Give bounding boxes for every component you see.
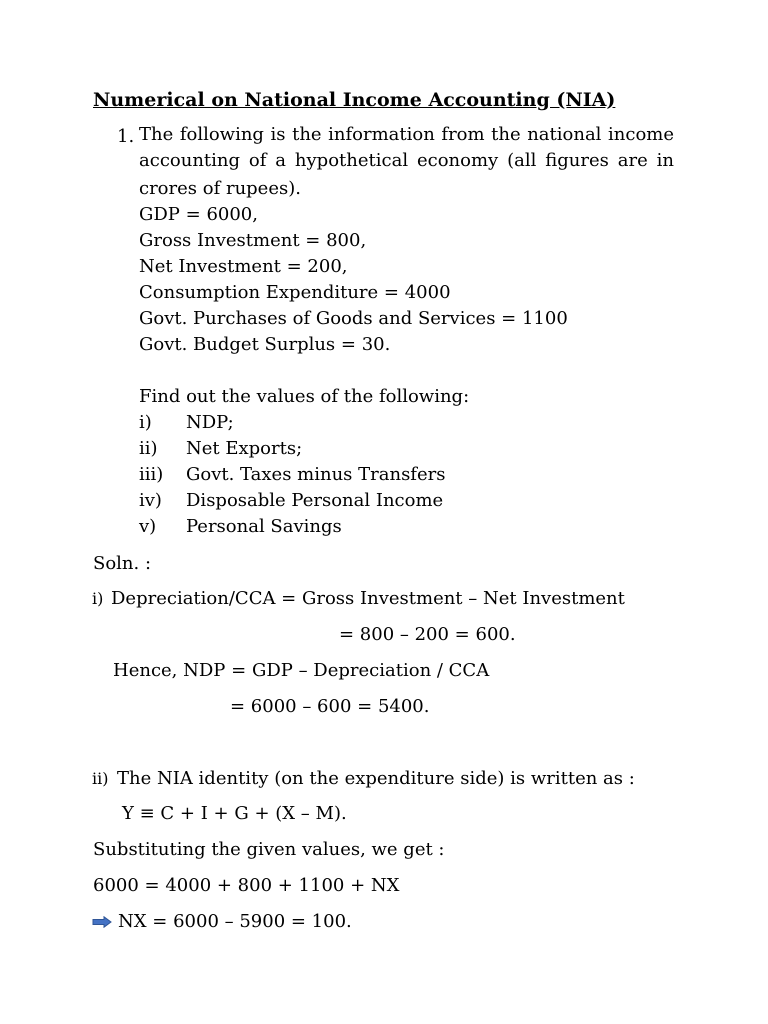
item-number: v): [139, 516, 157, 537]
part-i-line-2: = 800 – 200 = 600.: [339, 624, 516, 645]
question-intro-line-3: crores of rupees).: [139, 178, 301, 199]
find-instruction: Find out the values of the following:: [139, 386, 470, 407]
given-gdp: GDP = 6000,: [139, 204, 258, 225]
item-text: NDP;: [186, 412, 234, 433]
item-number: ii): [139, 438, 158, 459]
part-i-marker: i): [92, 589, 104, 608]
part-i-line-4: = 6000 – 600 = 5400.: [230, 696, 430, 717]
part-ii-line-4: 6000 = 4000 + 800 + 1100 + NX: [93, 875, 400, 896]
question-number: 1.: [117, 126, 135, 147]
given-govt-purchases: Govt. Purchases of Goods and Services = 1100: [139, 308, 568, 329]
item-text: Disposable Personal Income: [186, 490, 444, 511]
right-arrow-icon: [92, 916, 112, 928]
part-i-line-3: Hence, NDP = GDP – Depreciation / CCA: [113, 660, 490, 681]
question-intro-line-1: The following is the information from the national income: [139, 124, 674, 145]
item-number: i): [139, 412, 152, 433]
given-consumption: Consumption Expenditure = 4000: [139, 282, 451, 303]
given-budget-surplus: Govt. Budget Surplus = 30.: [139, 334, 391, 355]
item-text: Net Exports;: [186, 438, 303, 459]
item-number: iv): [139, 490, 162, 511]
given-gross-investment: Gross Investment = 800,: [139, 230, 367, 251]
part-ii-line-2: Y ≡ C + I + G + (X – M).: [122, 803, 347, 824]
item-number: iii): [139, 464, 164, 485]
part-ii-line-1: The NIA identity (on the expenditure side) is written as :: [117, 768, 635, 789]
part-ii-marker: ii): [92, 769, 109, 788]
part-ii-line-5: NX = 6000 – 5900 = 100.: [118, 911, 352, 932]
document-title: Numerical on National Income Accounting (NIA): [93, 89, 616, 111]
given-net-investment: Net Investment = 200,: [139, 256, 348, 277]
part-i-line-1: Depreciation/CCA = Gross Investment – Net Investment: [111, 588, 625, 609]
item-text: Personal Savings: [186, 516, 342, 537]
part-ii-line-3: Substituting the given values, we get :: [93, 839, 445, 860]
question-intro-line-2: accounting of a hypothetical economy (all figures are in: [139, 150, 674, 171]
item-text: Govt. Taxes minus Transfers: [186, 464, 446, 485]
solution-label: Soln. :: [93, 553, 152, 574]
